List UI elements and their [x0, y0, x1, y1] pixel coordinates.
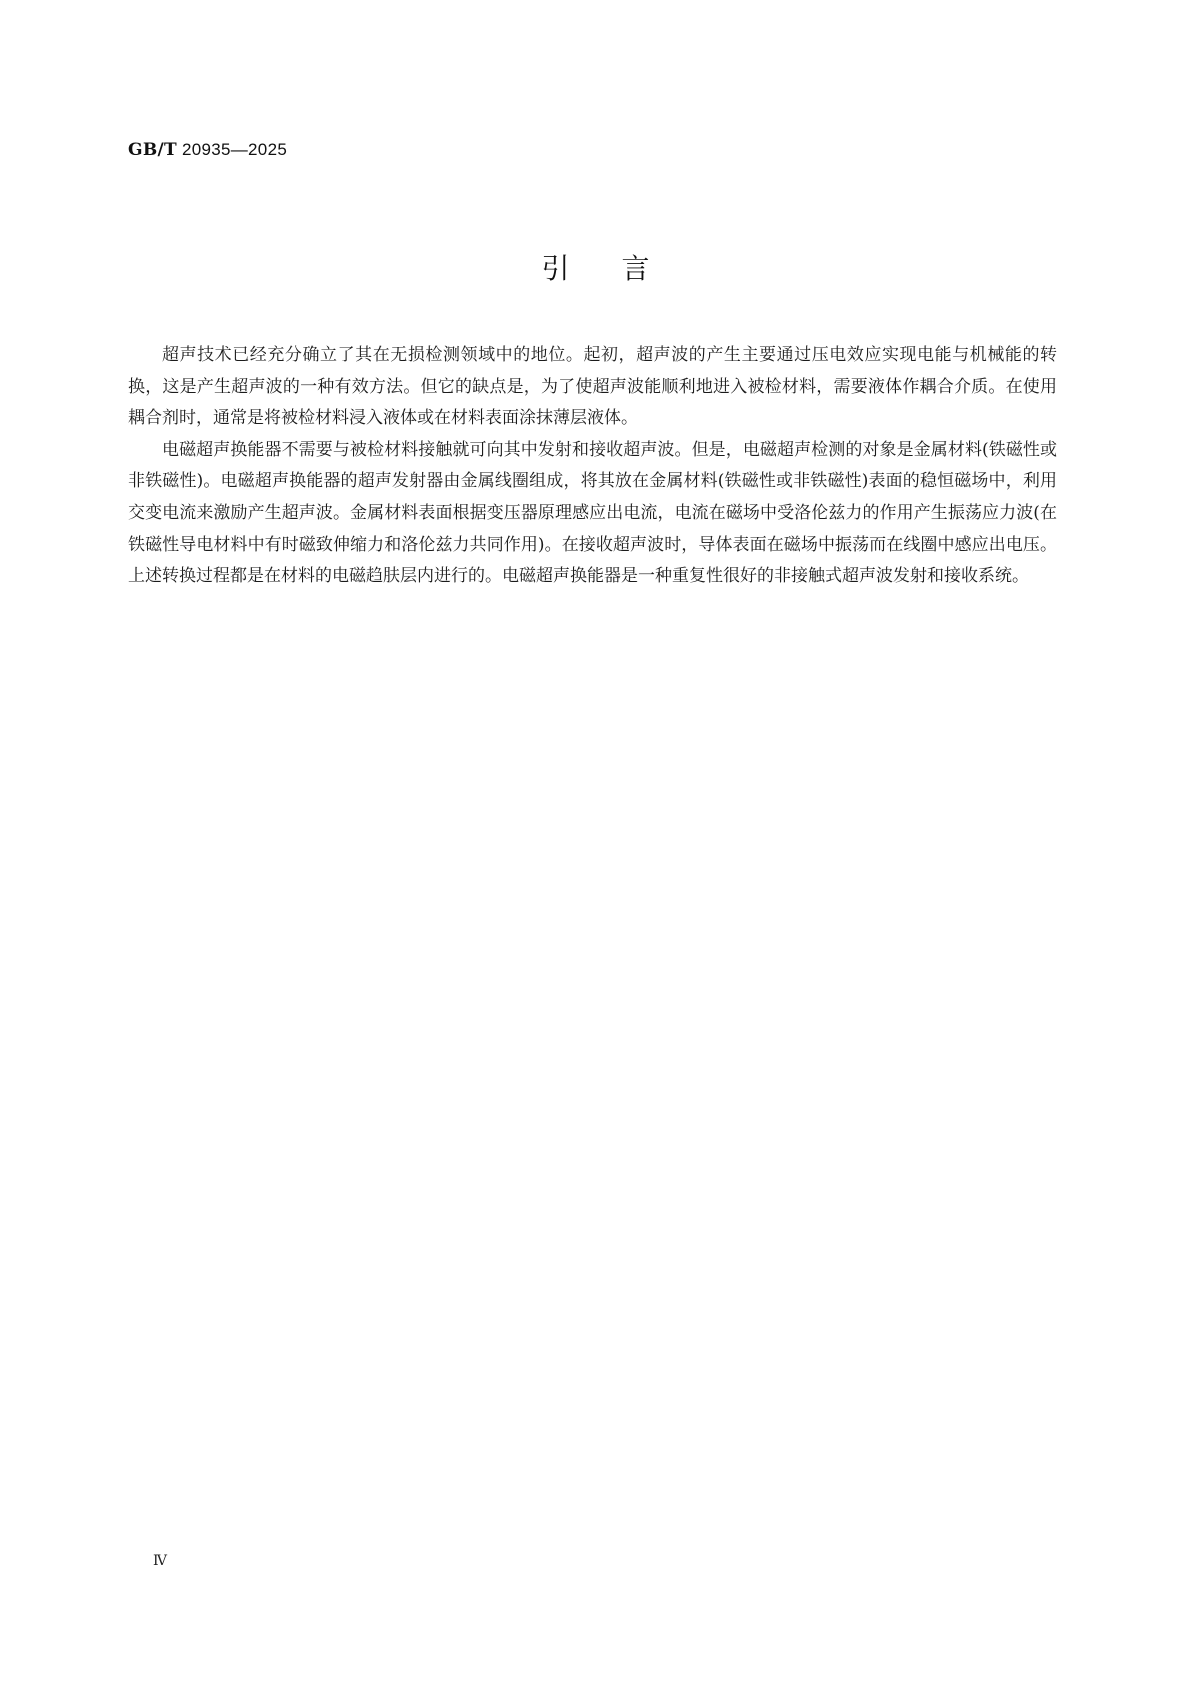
paragraph-1: 超声技术已经充分确立了其在无损检测领域中的地位。起初，超声波的产生主要通过压电效应实现电能与机械能的转换，这是产生超声波的一种有效方法。但它的缺点是，为了使超声波能顺利地进入被检材料，需要液体作耦合介质。在使用耦合剂时，通常是将被检材料浸入液体或在材料表面涂抹薄层液体。: [128, 345, 1057, 429]
standard-number: 20935—2025: [181, 140, 288, 159]
document-body: [128, 340, 1057, 593]
standard-number-header: [128, 140, 287, 160]
standard-prefix: GB/T: [128, 140, 177, 160]
paragraph-2: 电磁超声换能器不需要与被检材料接触就可向其中发射和接收超声波。但是，电磁超声检测的对象是金属材料(铁磁性或非铁磁性)。电磁超声换能器的超声发射器由金属线圈组成，将其放在金属材料(铁磁性或非铁磁性)表面的稳恒磁场中，利用交变电流来激励产生超声波。金属材料表面根据变压器原理感应出电流，电流在磁场中受洛伦兹力的作用产生振荡应力波(在铁磁性导电材料中有时磁致伸缩力和洛伦兹力共同作用)。在接收超声波时，导体表面在磁场中振荡而在线圈中感应出电压。上述转换过程都是在材料的电磁趋肤层内进行的。电磁超声换能器是一种重复性很好的非接触式超声波发射和接收系统。: [128, 439, 1057, 587]
section-title: 引言: [541, 252, 702, 285]
page-number: Ⅳ: [153, 1553, 167, 1569]
